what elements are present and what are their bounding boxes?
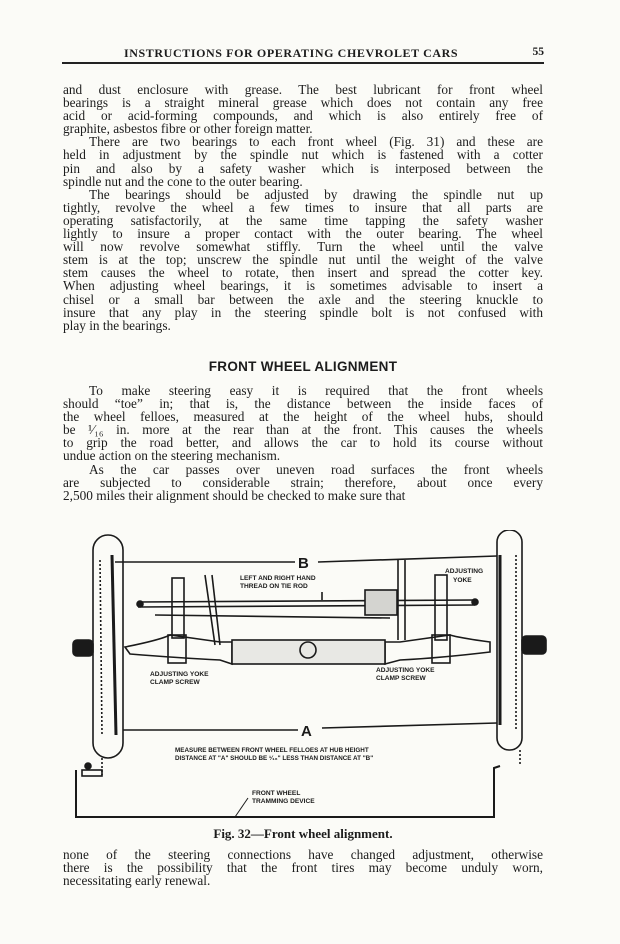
text-line: There are two bearings to each front wheel (Fig. 31) and these are — [89, 134, 543, 150]
text-line: undue action on the steering mechanism. — [63, 448, 281, 464]
body-text-top — [63, 83, 543, 332]
text-line: chisel or a small bar between the axle and the steering knuckle to — [63, 291, 543, 307]
text-line: none of the steering connections have changed adjustment, otherwise — [63, 847, 543, 862]
text-line: The bearings should be adjusted by drawing the spindle nut up — [89, 186, 543, 202]
measure-note-line1: MEASURE BETWEEN FRONT WHEEL FELLOES AT HUB HEIGHT — [175, 747, 369, 754]
text-line: stem causes the wheel to rotate, then insert and spread the cotter key. — [63, 265, 543, 281]
paragraph — [63, 384, 543, 463]
text-line: stem is at the top; unscrew the spindle nut until the weight of the valve — [63, 252, 543, 268]
running-header-title: INSTRUCTIONS FOR OPERATING CHEVROLET CARS — [124, 46, 459, 60]
tie-rod — [137, 592, 478, 607]
measure-note-line2: DISTANCE AT "A" SHOULD BE ¹⁄₁₆" LESS THAN DISTANCE AT "B" — [175, 755, 374, 762]
text-line: spindle nut and the cone to the outer bearing. — [63, 173, 303, 189]
left-wheel — [73, 535, 123, 758]
page-number: 55 — [532, 46, 544, 58]
left-hub — [73, 640, 93, 656]
paragraph — [63, 188, 543, 332]
adjusting-yoke-label-line1: ADJUSTING — [445, 568, 484, 575]
text-line: 2,500 miles their alignment should be checked to make sure that — [63, 487, 406, 503]
right-wheel — [497, 530, 546, 750]
label-a: A — [301, 723, 312, 740]
text-line: As the car passes over uneven road surfaces the front wheels — [89, 461, 543, 477]
front-wheel-alignment-diagram — [60, 530, 560, 830]
text-line: and dust enclosure with grease. The best lubricant for front wheel — [63, 82, 543, 97]
text-line: graphite, asbestos fibre or other foreign matter. — [63, 121, 313, 137]
right-clamp-label-line1: ADJUSTING YOKE — [376, 667, 435, 674]
text-line: to grip the road better, and allows the car to hold its course without — [63, 435, 543, 451]
left-clamp-label-line1: ADJUSTING YOKE — [150, 671, 209, 678]
right-hub — [522, 636, 546, 654]
text-line: necessitating early renewal. — [63, 873, 211, 889]
text-line: are subjected to considerable strain; therefore, about once every — [63, 474, 543, 490]
text-line: operating satisfactorily, at the same time tapping the safety washer — [63, 212, 543, 228]
body-text-bottom — [63, 848, 543, 887]
figure-caption: Fig. 32—Front wheel alignment. — [213, 826, 393, 841]
text-line: bearings is a straight mineral grease which does not contain any free — [63, 95, 543, 111]
steering-gear — [365, 590, 397, 615]
paragraph — [63, 135, 543, 187]
text-line: play in the bearings. — [63, 317, 171, 333]
tramming-label-line2: TRAMMING DEVICE — [252, 798, 315, 805]
text-line: pin and also by a safety washer which is interposed between the — [63, 160, 543, 176]
text-line: To make steering easy it is required that the front wheels — [89, 383, 543, 398]
text-line: the wheel felloes, measured at the height of the wheel hubs, should — [63, 409, 543, 425]
paragraph — [63, 463, 543, 502]
tramming-label-line1: FRONT WHEEL — [252, 790, 301, 797]
adjusting-yoke-label-line2: YOKE — [453, 577, 472, 584]
text-line: When adjusting wheel bearings, it is sometimes advisable to insert a — [63, 278, 543, 294]
body-text-middle — [63, 384, 543, 502]
left-clamp-label-line2: CLAMP SCREW — [150, 679, 200, 686]
text-line: lightly to insure a proper contact with the outer bearing. The wheel — [63, 226, 543, 242]
text-line: there is the possibility that the front tires may become unduly worn, — [63, 860, 543, 876]
text-line: acid or acid-forming compounds, and which is also entirely free of — [63, 108, 543, 124]
tie-rod-label-line1: LEFT AND RIGHT HAND — [240, 575, 316, 582]
section-heading: FRONT WHEEL ALIGNMENT — [208, 359, 398, 374]
label-b: B — [298, 555, 309, 572]
text-line: tightly, revolve the wheel a few times to insure that all parts are — [63, 199, 543, 215]
paragraph — [63, 83, 543, 135]
text-line: insure that any play in the steering spindle bolt is not confused with — [63, 304, 543, 320]
text-line: be ¹⁄₁₆ in. more at the rear than at the front. This causes the wheels — [63, 422, 543, 438]
text-line: will now revolve somewhat stiffly. Turn the wheel until the valve — [63, 239, 543, 255]
running-header — [62, 46, 544, 64]
right-clamp-label-line2: CLAMP SCREW — [376, 675, 426, 682]
text-line: should “toe” in; that is, the distance between the inside faces of — [63, 396, 543, 412]
tie-rod-label-line2: THREAD ON TIE ROD — [240, 583, 308, 590]
paragraph — [63, 848, 543, 887]
text-line: held in adjustment by the spindle nut which is fastened with a cotter — [63, 147, 543, 163]
